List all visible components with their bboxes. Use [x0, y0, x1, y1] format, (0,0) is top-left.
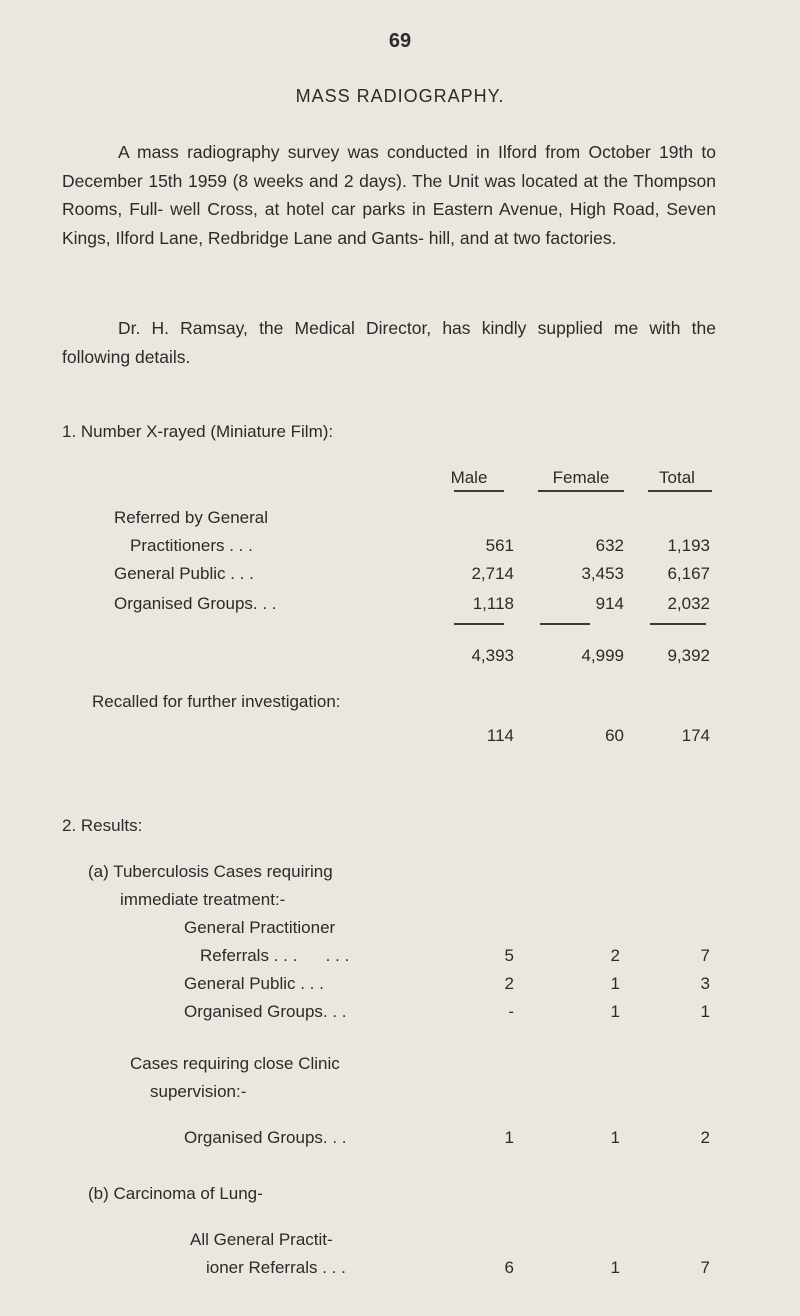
cell-male: 1,118 [472, 594, 514, 613]
row-label: All General Practit- [190, 1230, 333, 1249]
recalled-label: Recalled for further investigation: [92, 692, 341, 711]
cell-female: 914 [595, 594, 624, 613]
section2a-heading: (a) Tuberculosis Cases requiring [88, 862, 333, 881]
female-underline [538, 490, 624, 492]
row-label: General Public . . . [184, 974, 324, 993]
cell-male: 5 [504, 946, 514, 965]
intro-paragraph [62, 138, 716, 252]
intro-text: A mass radiography survey was conducted in Ilford from October 19th to December 15th 1959 (8 weeks and 2 days). The Unit was located at the Thompson Rooms, Full- well Cross, at hotel car parks in Eastern Avenue, High Road, Seven Kings, Ilford Lane, Redbridge Lane and Gants- hill, and at two factories. [62, 142, 716, 248]
cell-total: 6,167 [667, 564, 710, 583]
row-label-cont: Practitioners . . . [130, 536, 253, 555]
cell-female: 632 [595, 536, 624, 555]
row-label-cont: Referrals . . . . . . [200, 946, 350, 965]
female-total-rule [540, 623, 590, 625]
male-underline [454, 490, 504, 492]
second-paragraph [62, 314, 716, 371]
section2-heading: 2. Results: [62, 816, 143, 835]
cell-male: 561 [485, 536, 514, 555]
cell-female: 3,453 [581, 564, 624, 583]
total-total: 9,392 [667, 646, 710, 665]
row-label: Organised Groups. . . [184, 1128, 347, 1147]
total-total-rule [650, 623, 706, 625]
cell-female: 2 [610, 946, 620, 965]
col-header-male: Male [450, 468, 488, 487]
cell-female: 1 [610, 1002, 620, 1021]
cell-male: 2 [504, 974, 514, 993]
cell-total: 7 [700, 1258, 710, 1277]
col-header-female: Female [552, 468, 610, 487]
section2b-heading: (b) Carcinoma of Lung- [88, 1184, 263, 1203]
col-header-total: Total [659, 468, 695, 487]
cell-female: 1 [610, 1258, 620, 1277]
cell-total: 2 [700, 1128, 710, 1147]
section2a-heading-cont: immediate treatment:- [120, 890, 286, 909]
total-female: 4,999 [581, 646, 624, 665]
close-supervision-heading-cont: supervision:- [150, 1082, 247, 1101]
row-label: General Practitioner [184, 918, 336, 937]
row-label: Organised Groups. . . [184, 1002, 347, 1021]
cell-male: 6 [504, 1258, 514, 1277]
cell-total: 7 [700, 946, 710, 965]
second-text: Dr. H. Ramsay, the Medical Director, has kindly supplied me with the following details. [62, 318, 716, 367]
recalled-total: 174 [681, 726, 710, 745]
page-title: MASS RADIOGRAPHY. [295, 86, 505, 106]
total-male: 4,393 [471, 646, 514, 665]
section1-heading: 1. Number X-rayed (Miniature Film): [62, 422, 334, 441]
recalled-male: 114 [486, 726, 514, 745]
cell-female: 1 [610, 974, 620, 993]
row-label: Organised Groups. . . [114, 594, 277, 613]
row-label: Referred by General [114, 508, 269, 527]
cell-male: 2,714 [471, 564, 514, 583]
total-underline [648, 490, 712, 492]
male-total-rule [454, 623, 504, 625]
cell-female: 1 [610, 1128, 620, 1147]
page-number: 69 [388, 30, 412, 52]
cell-male: - [508, 1002, 514, 1021]
recalled-female: 60 [605, 726, 624, 745]
cell-total: 2,032 [667, 594, 710, 613]
row-label: General Public . . . [114, 564, 254, 583]
row-label-cont: ioner Referrals . . . [206, 1258, 346, 1277]
cell-total: 1 [700, 1002, 710, 1021]
close-supervision-heading: Cases requiring close Clinic [130, 1054, 340, 1073]
cell-total: 3 [700, 974, 710, 993]
cell-total: 1,193 [667, 536, 710, 555]
cell-male: 1 [504, 1128, 514, 1147]
